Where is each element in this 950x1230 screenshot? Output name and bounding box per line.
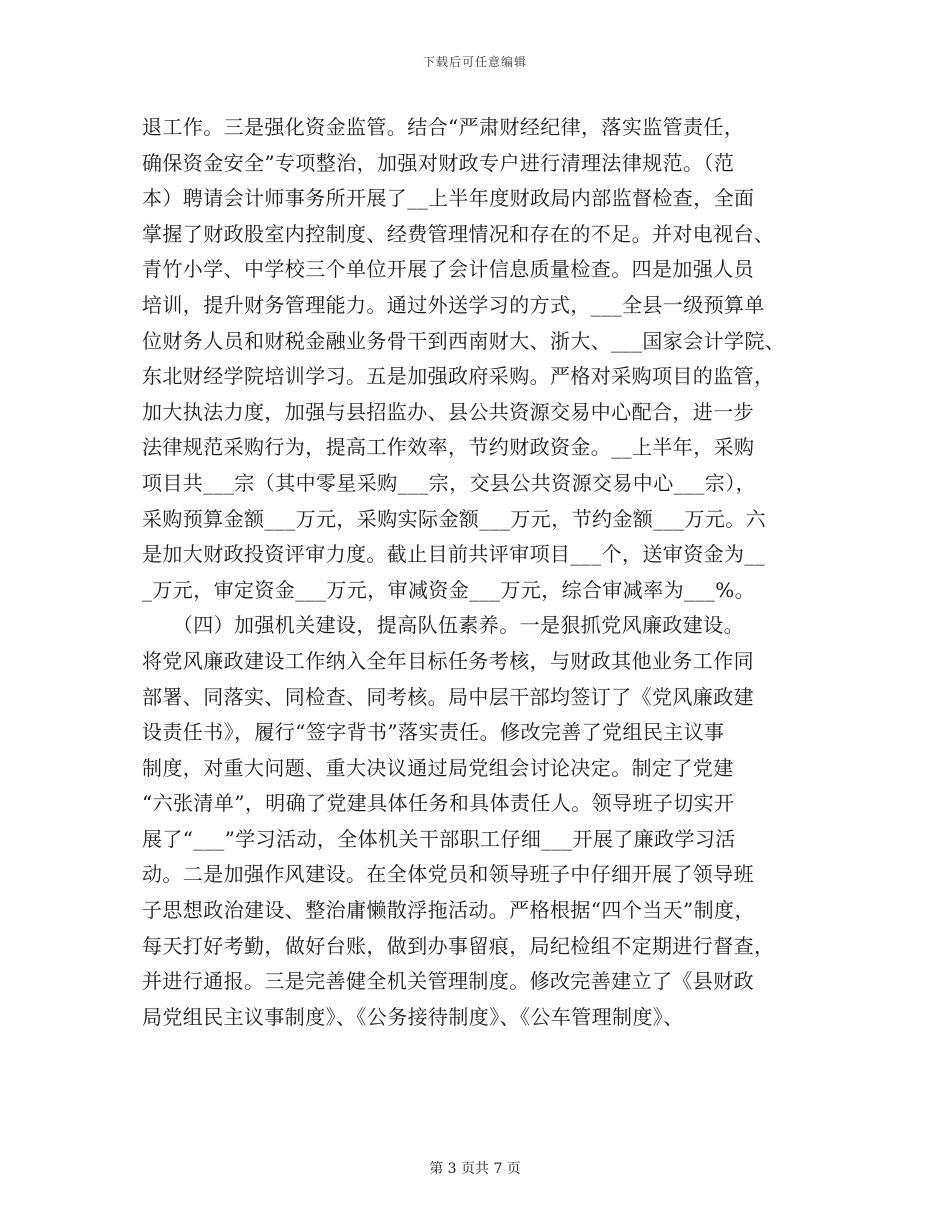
text-line: 制度，对重大问题、重大决议通过局党组会讨论决定。制定了党建 <box>142 755 734 780</box>
text-line: 培训，提升财务管理能力。通过外送学习的方式，___全县一级预算单 <box>142 292 765 317</box>
text-line: 东北财经学院培训学习。五是加强政府采购。严格对采购项目的监管， <box>142 364 775 389</box>
document-body <box>142 110 810 1035</box>
text-line: 动。二是加强作风建设。在全体党员和领导班子中仔细开展了领导班 <box>142 862 754 887</box>
text-line: 法律规范采购行为，提高工作效率，节约财政资金。__上半年，采购 <box>142 435 755 460</box>
text-line: 子思想政治建设、整治庸懒散浮拖活动。严格根据“四个当天”制度， <box>142 898 755 923</box>
text-line: 掌握了财政股室内控制度、经费管理情况和存在的不足。并对电视台、 <box>142 221 775 246</box>
page-number: 第 3 页共 7 页 <box>429 1161 521 1177</box>
text-line: 退工作。三是强化资金监管。结合“严肃财经纪律，落实监管责任， <box>142 115 745 139</box>
text-line: 确保资金安全”专项整治，加强对财政专户进行清理法律规范。（范 <box>142 150 735 175</box>
text-line: 设责任书》，履行“签字背书”落实责任。修改完善了党组民主议事 <box>142 720 725 745</box>
text-line: 展了“___”学习活动，全体机关干部职工仔细___开展了廉政学习活 <box>142 826 736 851</box>
text-line: 局党组民主议事制度》、《公务接待制度》、《公车管理制度》、 <box>142 1004 684 1029</box>
text-line: 部署、同落实、同检查、同考核。局中层干部均签订了《党风廉政建 <box>142 684 754 709</box>
text-line: 青竹小学、中学校三个单位开展了会计信息质量检查。四是加强人员 <box>142 257 754 282</box>
text-line: 位财务人员和财税金融业务骨干到西南财大、浙大、___国家会计学院、 <box>142 328 786 353</box>
text-line: 项目共___宗（其中零星采购___宗，交县公共资源交易中心___宗）， <box>142 470 756 495</box>
page-header-note: 下载后可任意编辑 <box>422 55 527 69</box>
text-line: （四）加强机关建设，提高队伍素养。一是狠抓党风廉政建设。 <box>142 613 744 638</box>
text-line: 是加大财政投资评审力度。截止目前共评审项目___个，送审资金为__ <box>142 542 766 567</box>
text-line: 本）聘请会计师事务所开展了__上半年度财政局内部监督检查，全面 <box>142 186 755 211</box>
text-line: 将党风廉政建设工作纳入全年目标任务考核，与财政其他业务工作同 <box>142 648 754 673</box>
text-line: 采购预算金额___万元，采购实际金额___万元，节约金额___万元。六 <box>142 506 766 531</box>
text-line: 并进行通报。三是完善健全机关管理制度。修改完善建立了《县财政 <box>142 969 754 994</box>
text-line: _万元，审定资金___万元，审减资金___万元，综合审减率为___%。 <box>142 577 756 602</box>
text-line: 加大执法力度，加强与县招监办、县公共资源交易中心配合，进一步 <box>142 399 754 424</box>
text-line: “六张清单”，明确了党建具体任务和具体责任人。领导班子切实开 <box>142 791 735 816</box>
text-line: 每天打好考勤，做好台账，做到办事留痕，局纪检组不定期进行督查， <box>142 933 775 958</box>
